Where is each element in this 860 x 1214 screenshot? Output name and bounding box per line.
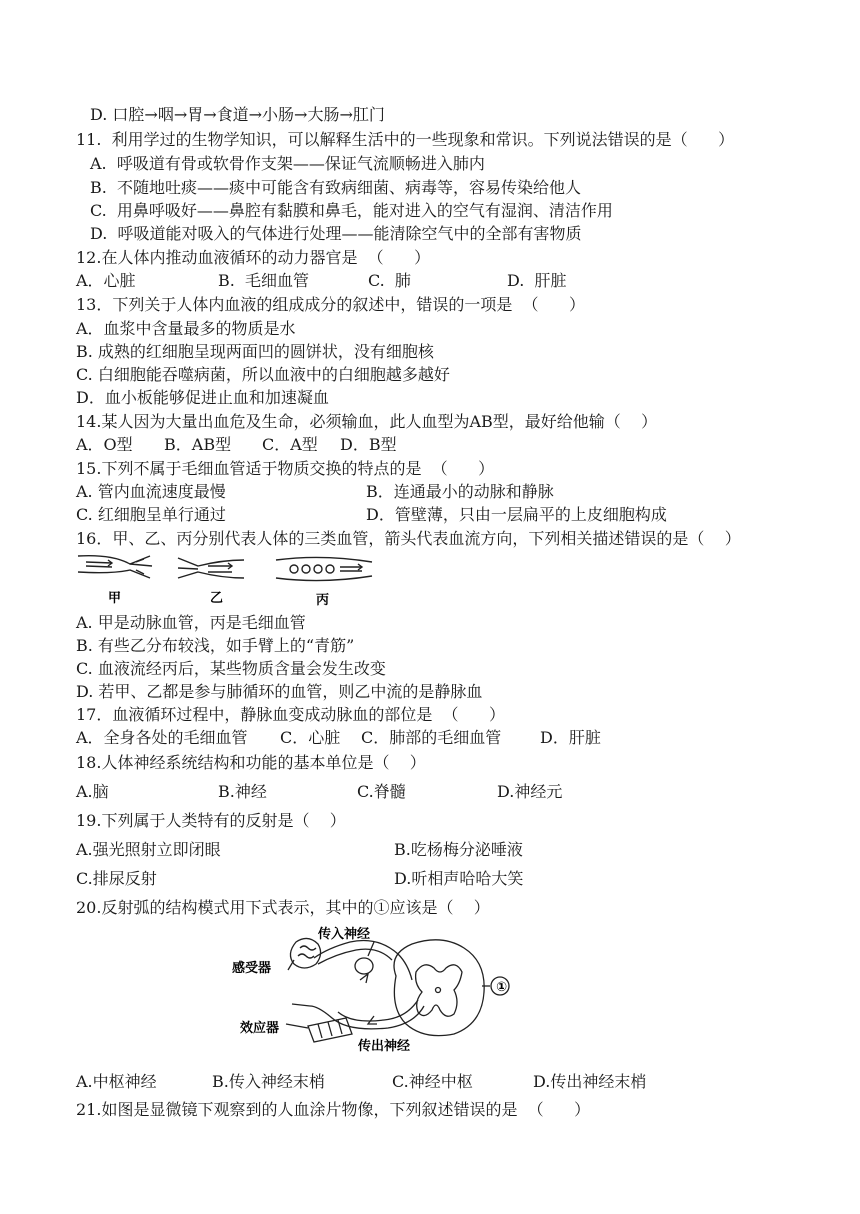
q18-stem: 18.人体神经系统结构和功能的基本单位是（ ） <box>76 753 426 772</box>
q16-option-b: B. 有些乙分布较浅，如手臂上的“青筋” <box>76 636 355 655</box>
q15-option-c: C. 红细胞呈单行通过 <box>76 505 226 524</box>
q18-option-c: C.脊髓 <box>357 782 406 801</box>
q17-option-c: C．肺部的毛细血管 <box>361 728 502 747</box>
q18-option-a: A.脑 <box>76 782 109 801</box>
q14-option-a: A．O型 <box>76 435 133 454</box>
efferent-nerve-label: 传出神经 <box>358 1039 411 1054</box>
q15-option-b: B．连通最小的动脉和静脉 <box>366 482 554 501</box>
q16-option-c: C. 血液流经丙后，某些物质含量会发生改变 <box>76 659 386 678</box>
q19-option-b: B.吃杨梅分泌唾液 <box>394 840 523 859</box>
q17-option-a: A．全身各处的毛细血管 <box>76 728 248 747</box>
q21-stem: 21.如图是显微镜下观察到的人血涂片物像，下列叙述错误的是 （ ） <box>76 1100 591 1119</box>
q16-stem: 16．甲、乙、丙分别代表人体的三类血管，箭头代表血流方向，下列相关描述错误的是（ ） <box>76 529 741 548</box>
q19-stem: 19.下列属于人类特有的反射是（ ） <box>76 811 346 830</box>
q11-option-b: B. 不随地吐痰——痰中可能含有致病细菌、病毒等，容易传染给他人 <box>90 178 582 197</box>
q20-option-b: B.传入神经末梢 <box>212 1072 325 1091</box>
q16-option-d: D. 若甲、乙都是参与肺循环的血管，则乙中流的是静脉血 <box>76 682 483 701</box>
q20-option-c: C.神经中枢 <box>392 1072 473 1091</box>
q15-option-d: D．管壁薄，只由一层扁平的上皮细胞构成 <box>366 505 667 524</box>
q15-stem: 15.下列不属于毛细血管适于物质交换的特点的是 （ ） <box>76 459 495 478</box>
q18-option-b: B.神经 <box>218 782 267 801</box>
vessel-label-jia: 甲 <box>108 591 122 606</box>
q17-stem: 17．血液循环过程中，静脉血变成动脉血的部位是 （ ） <box>76 705 506 724</box>
q14-option-d: D．B型 <box>340 435 397 454</box>
vessel-label-bing: 丙 <box>316 593 330 608</box>
q14-option-b: B．AB型 <box>164 435 232 454</box>
q11-option-a: A. 呼吸道有骨或软骨作支架——保证气流顺畅进入肺内 <box>90 154 485 173</box>
reflex-mark-label: ① <box>496 980 508 995</box>
q10-option-d: D. 口腔→咽→胃→食道→小肠→大肠→肛门 <box>90 105 385 124</box>
q13-option-b: B. 成熟的红细胞呈现两面凹的圆饼状，没有细胞核 <box>76 342 434 361</box>
vessel-label-yi: 乙 <box>210 591 224 606</box>
q12-option-d: D. 肝脏 <box>507 271 567 290</box>
q17-option-b: C．心脏 <box>280 728 341 747</box>
reflex-arc-figure <box>228 920 528 1060</box>
q12-stem: 12.在人体内推动血液循环的动力器官是 （ ） <box>76 248 431 267</box>
q11-option-d: D. 呼吸道能对吸入的气体进行处理——能清除空气中的全部有害物质 <box>90 224 582 243</box>
q12-option-a: A．心脏 <box>76 271 136 290</box>
q19-option-d: D.听相声哈哈大笑 <box>394 869 524 888</box>
q13-option-a: A．血浆中含量最多的物质是水 <box>76 319 296 338</box>
q12-option-c: C. 肺 <box>368 271 411 290</box>
receptor-label: 感受器 <box>232 961 272 976</box>
q18-option-d: D.神经元 <box>497 782 563 801</box>
q19-option-c: C.排尿反射 <box>76 869 157 888</box>
q13-option-d: D．血小板能够促进止血和加速凝血 <box>76 388 329 407</box>
effector-label: 效应器 <box>240 1021 280 1036</box>
q11-option-c: C. 用鼻呼吸好——鼻腔有黏膜和鼻毛，能对进入的空气有湿润、清洁作用 <box>90 201 613 220</box>
q14-stem: 14.某人因为大量出血危及生命，必须输血，此人血型为AB型，最好给他输（ ） <box>76 412 658 431</box>
q20-stem: 20.反射弧的结构模式用下式表示，其中的①应该是（ ） <box>76 898 490 917</box>
blood-vessel-figure <box>72 548 392 608</box>
q15-option-a: A. 管内血流速度最慢 <box>76 482 226 501</box>
q14-option-c: C．A型 <box>262 435 318 454</box>
q20-option-d: D.传出神经末梢 <box>533 1072 647 1091</box>
q17-option-d: D．肝脏 <box>540 728 601 747</box>
q19-option-a: A.强光照射立即闭眼 <box>76 840 221 859</box>
q20-option-a: A.中枢神经 <box>76 1072 157 1091</box>
afferent-nerve-label: 传入神经 <box>318 927 371 942</box>
q13-option-c: C. 白细胞能吞噬病菌，所以血液中的白细胞越多越好 <box>76 365 450 384</box>
q16-option-a: A. 甲是动脉血管，丙是毛细血管 <box>76 613 306 632</box>
q12-option-b: B. 毛细血管 <box>218 271 310 290</box>
q11-stem: 11. 利用学过的生物学知识，可以解释生活中的一些现象和常识。下列说法错误的是（ ） <box>76 130 735 149</box>
q13-stem: 13．下列关于人体内血液的组成成分的叙述中，错误的一项是 （ ） <box>76 295 586 314</box>
